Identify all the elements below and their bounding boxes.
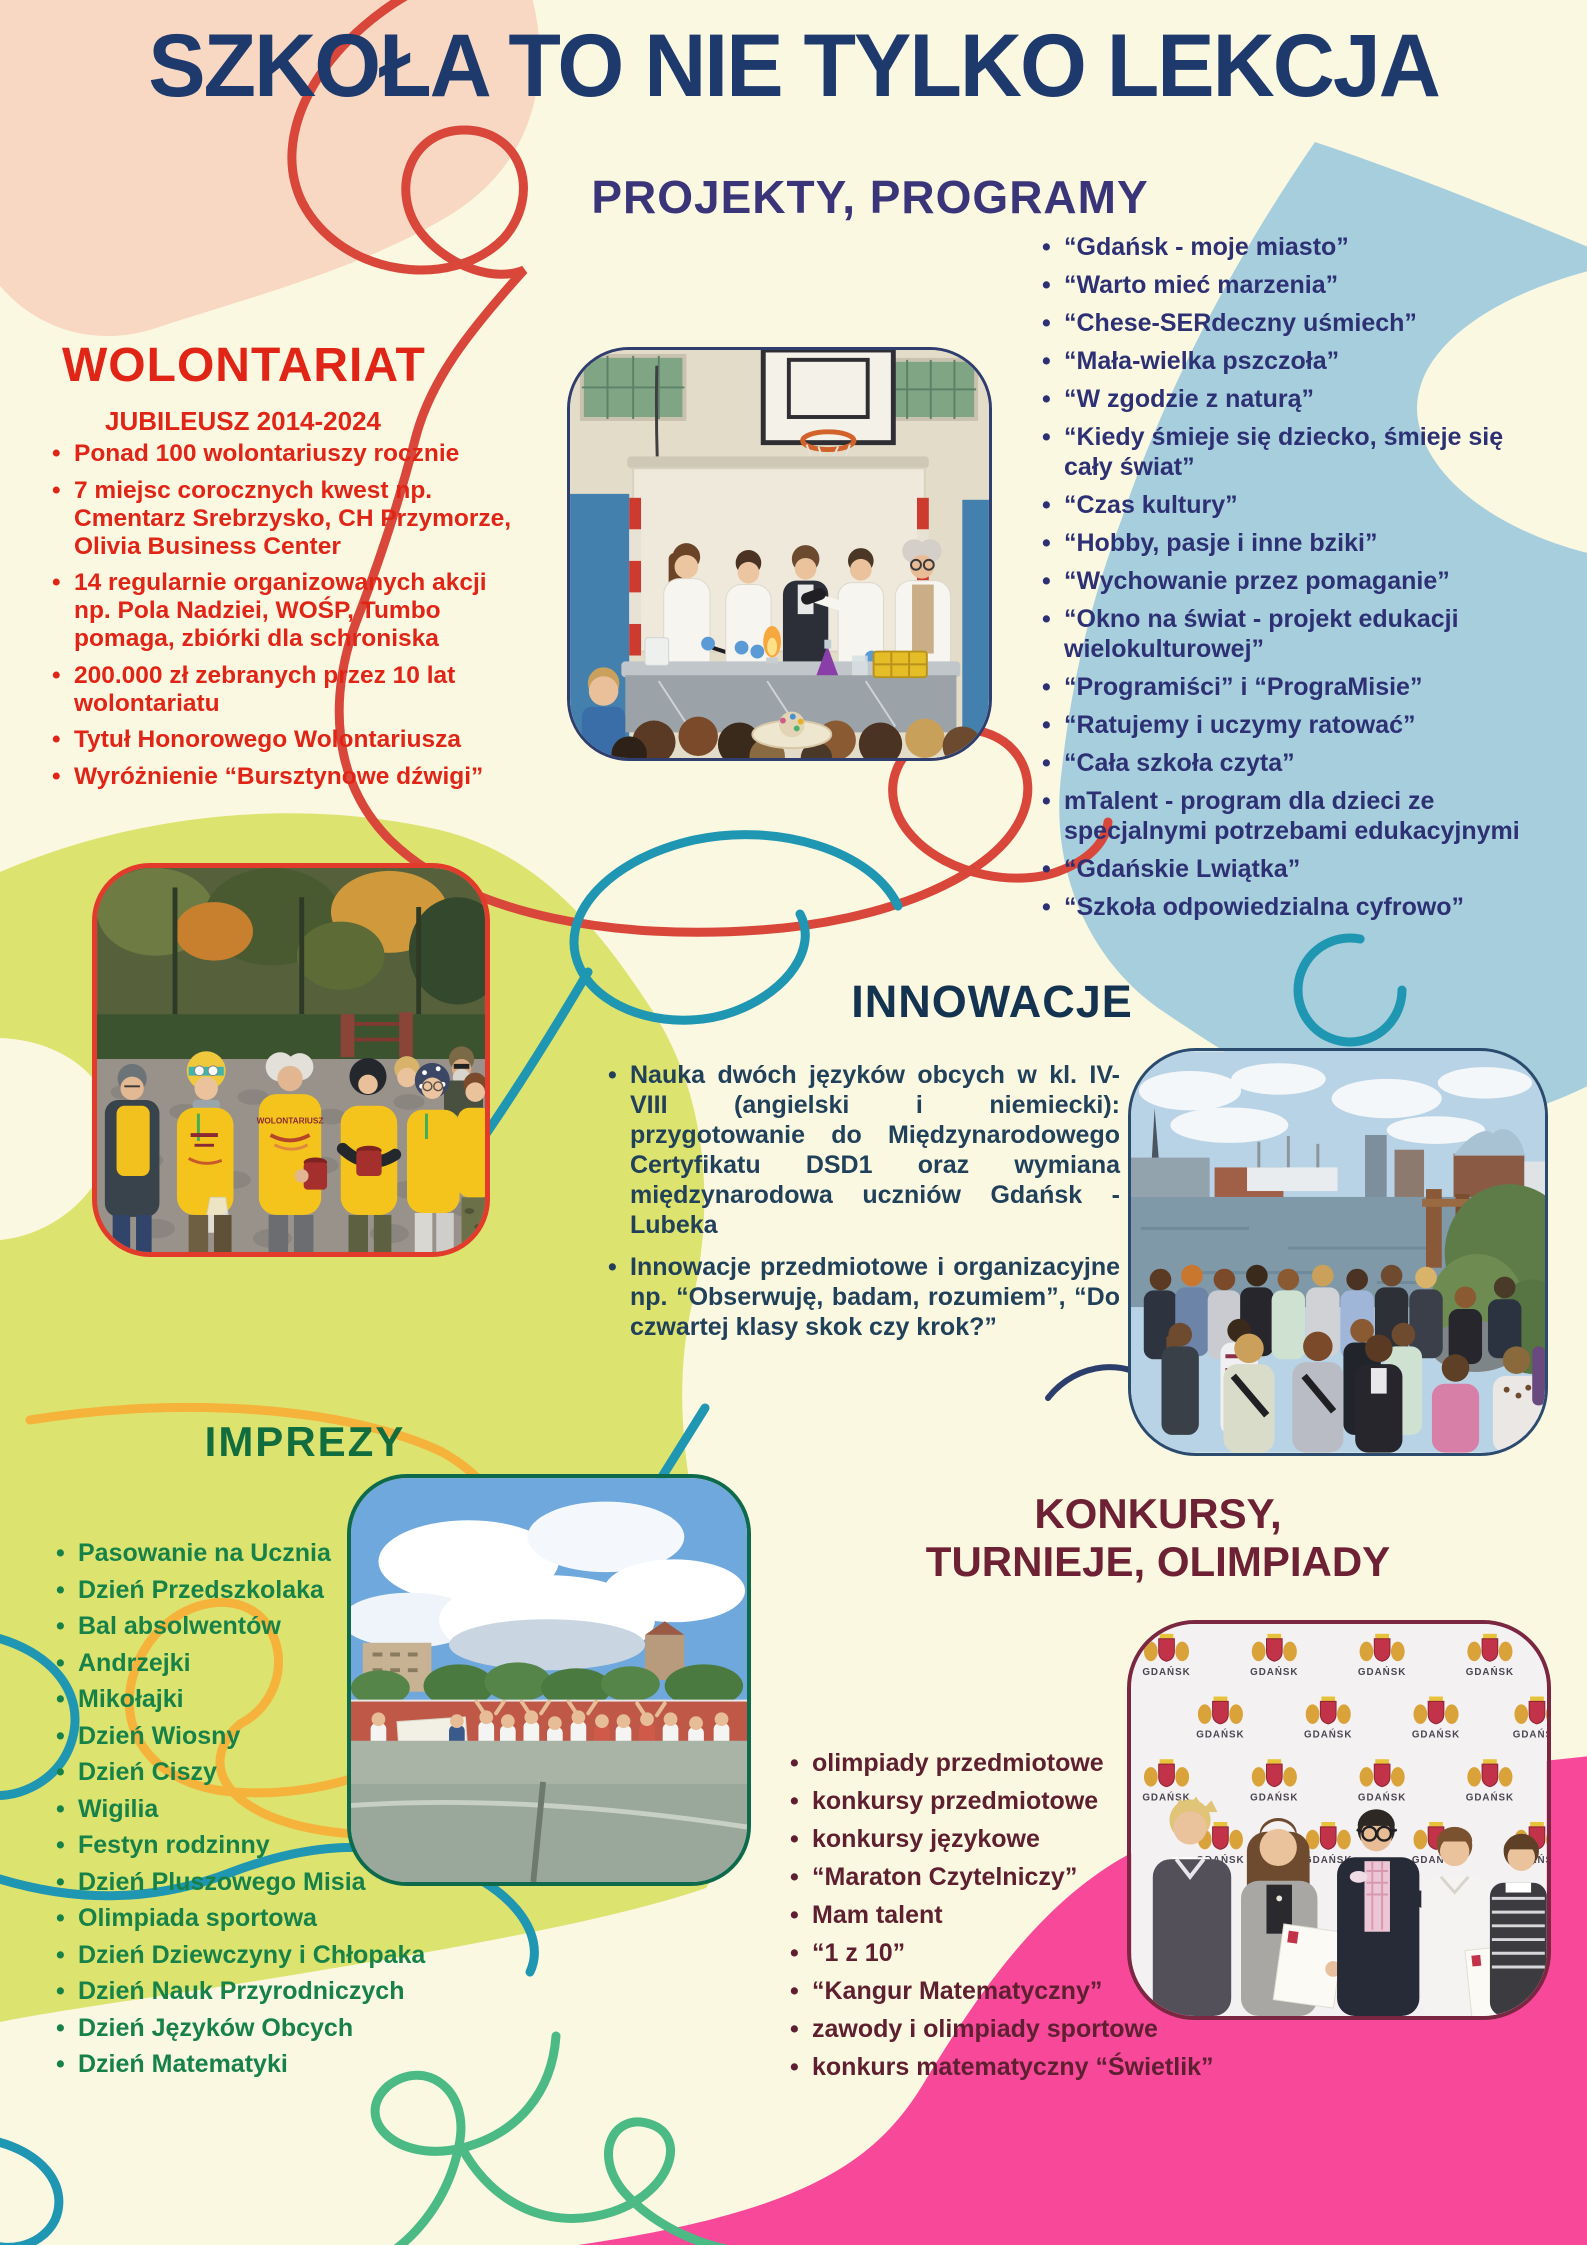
list-item: • olimpiady przedmiotowe <box>786 1748 1316 1778</box>
list-item: • Ponad 100 wolontariuszy rocznie <box>48 440 526 468</box>
list-item: • Dzień Matematyki <box>52 2049 492 2079</box>
sports-day-photo <box>347 1474 751 1886</box>
list-item: • Tytuł Honorowego Wolontariusza <box>48 726 526 754</box>
section-title-projects: PROJEKTY, PROGRAMY <box>591 171 1149 223</box>
list-item: • Bal absolwentów <box>52 1611 492 1641</box>
list-item: • Dzień Przedszkolaka <box>52 1575 492 1605</box>
section-title-events: IMPREZY <box>204 1418 406 1465</box>
volunteers-scene <box>97 868 485 1252</box>
sports-day-scene <box>351 1478 747 1882</box>
awards-photo <box>1127 1620 1551 2020</box>
list-item: • “Hobby, pasje i inne bziki” <box>1038 528 1543 558</box>
list-item: • Dzień Dziewczyny i Chłopaka <box>52 1940 492 1970</box>
list-item: • 7 miejsc corocznych kwest np. Cmentarz Srebrzysko, CH Przymorze, Olivia Business Center <box>48 477 526 561</box>
list-item: • “Ratujemy i uczymy ratować” <box>1038 710 1543 740</box>
competitions-heading-line2: TURNIEJE, OLIMPIADY <box>925 1538 1391 1585</box>
list-item: • “Gdańskie Lwiątka” <box>1038 854 1543 884</box>
list-item: • Dzień Pluszowego Misia <box>52 1867 492 1897</box>
list-item: • Innowacje przedmiotowe i organizacyjne np. “Obserwuję, badam, rozumiem”, “Do czwartej klasy skok czy krok?” <box>604 1252 1120 1342</box>
projects-list <box>1038 232 1543 930</box>
competitions-heading-line1: KONKURSY, <box>1034 1490 1282 1537</box>
awards-scene <box>1131 1624 1547 2016</box>
list-item: • “Okno na świat - projekt edukacji wielokulturowej” <box>1038 604 1543 664</box>
list-item: • zawody i olimpiady sportowe <box>786 2014 1316 2044</box>
science-show-photo <box>567 347 992 761</box>
science-show-scene <box>570 350 989 758</box>
list-item: • “Gdańsk - moje miasto” <box>1038 232 1543 262</box>
volunteering-subheading: JUBILEUSZ 2014-2024 <box>104 406 382 436</box>
asphalt-foreground <box>351 1741 747 1882</box>
harbor-scene <box>1131 1051 1545 1453</box>
list-item: • “Szkoła odpowiedzialna cyfrowo” <box>1038 892 1543 922</box>
list-item: • konkursy przedmiotowe <box>786 1786 1316 1816</box>
list-item: • “W zgodzie z naturą” <box>1038 384 1543 414</box>
list-item: • “Czas kultury” <box>1038 490 1543 520</box>
harbor-trip-photo <box>1128 1048 1548 1456</box>
list-item: • “Kangur Matematyczny” <box>786 1976 1316 2006</box>
list-item: • Olimpiada sportowa <box>52 1903 492 1933</box>
list-item: • “Wychowanie przez pomaganie” <box>1038 566 1543 596</box>
list-item: • Dzień Ciszy <box>52 1757 492 1787</box>
list-item: • “Programiści” i “PrograMisie” <box>1038 672 1543 702</box>
list-item: • Wigilia <box>52 1794 492 1824</box>
list-item: • Dzień Nauk Przyrodniczych <box>52 1976 492 2006</box>
list-item: • Dzień Wiosny <box>52 1721 492 1751</box>
list-item: • “Cała szkoła czyta” <box>1038 748 1543 778</box>
volunteers-photo <box>92 863 490 1257</box>
list-item: • Mam talent <box>786 1900 1316 1930</box>
section-title-innovations: INNOWACJE <box>851 976 1133 1027</box>
list-item: • konkurs matematyczny “Świetlik” <box>786 2052 1316 2082</box>
list-item: • Festyn rodzinny <box>52 1830 492 1860</box>
list-item: • Dzień Języków Obcych <box>52 2013 492 2043</box>
list-item: • 200.000 zł zebranych przez 10 lat wolontariatu <box>48 662 526 718</box>
svg-text:WOLONTARIUSZ: WOLONTARIUSZ <box>256 1116 324 1126</box>
list-item: • Andrzejki <box>52 1648 492 1678</box>
list-item: • 14 regularnie organizowanych akcji np. Pola Nadziei, WOŚP, Tumbo pomaga, zbiórki dla schroniska <box>48 569 526 653</box>
list-item: • “Chese-SERdeczny uśmiech” <box>1038 308 1543 338</box>
list-item: • “Maraton Czytelniczy” <box>786 1862 1316 1892</box>
list-item: • “Mała-wielka pszczoła” <box>1038 346 1543 376</box>
section-title-competitions <box>858 1490 1458 1586</box>
section-title-volunteering: WOLONTARIAT <box>62 339 426 392</box>
list-item: • Mikołajki <box>52 1684 492 1714</box>
list-item: • “1 z 10” <box>786 1938 1316 1968</box>
hedge <box>97 1014 485 1059</box>
list-item: • mTalent - program dla dzieci ze specjalnymi potrzebami edukacyjnymi <box>1038 786 1543 846</box>
list-item: • Wyróżnienie “Bursztynowe dźwigi” <box>48 763 526 791</box>
volunteering-list <box>48 440 526 799</box>
list-item: • Nauka dwóch języków obcych w kl. IV-VIII (angielski i niemiecki): przygotowanie do Międzynarodowego Certyfikatu DSD1 oraz wymiana międzynarodowa uczniów Gdańsk - Lubeka <box>604 1060 1120 1240</box>
innovations-list <box>604 1060 1120 1354</box>
poster-title: SZKOŁA TO NIE TYLKO LEKCJA <box>148 16 1439 116</box>
list-item: • “Warto mieć marzenia” <box>1038 270 1543 300</box>
list-item: • konkursy językowe <box>786 1824 1316 1854</box>
list-item: • Pasowanie na Ucznia <box>52 1538 492 1568</box>
list-item: • “Kiedy śmieje się dziecko, śmieje się cały świat” <box>1038 422 1543 482</box>
